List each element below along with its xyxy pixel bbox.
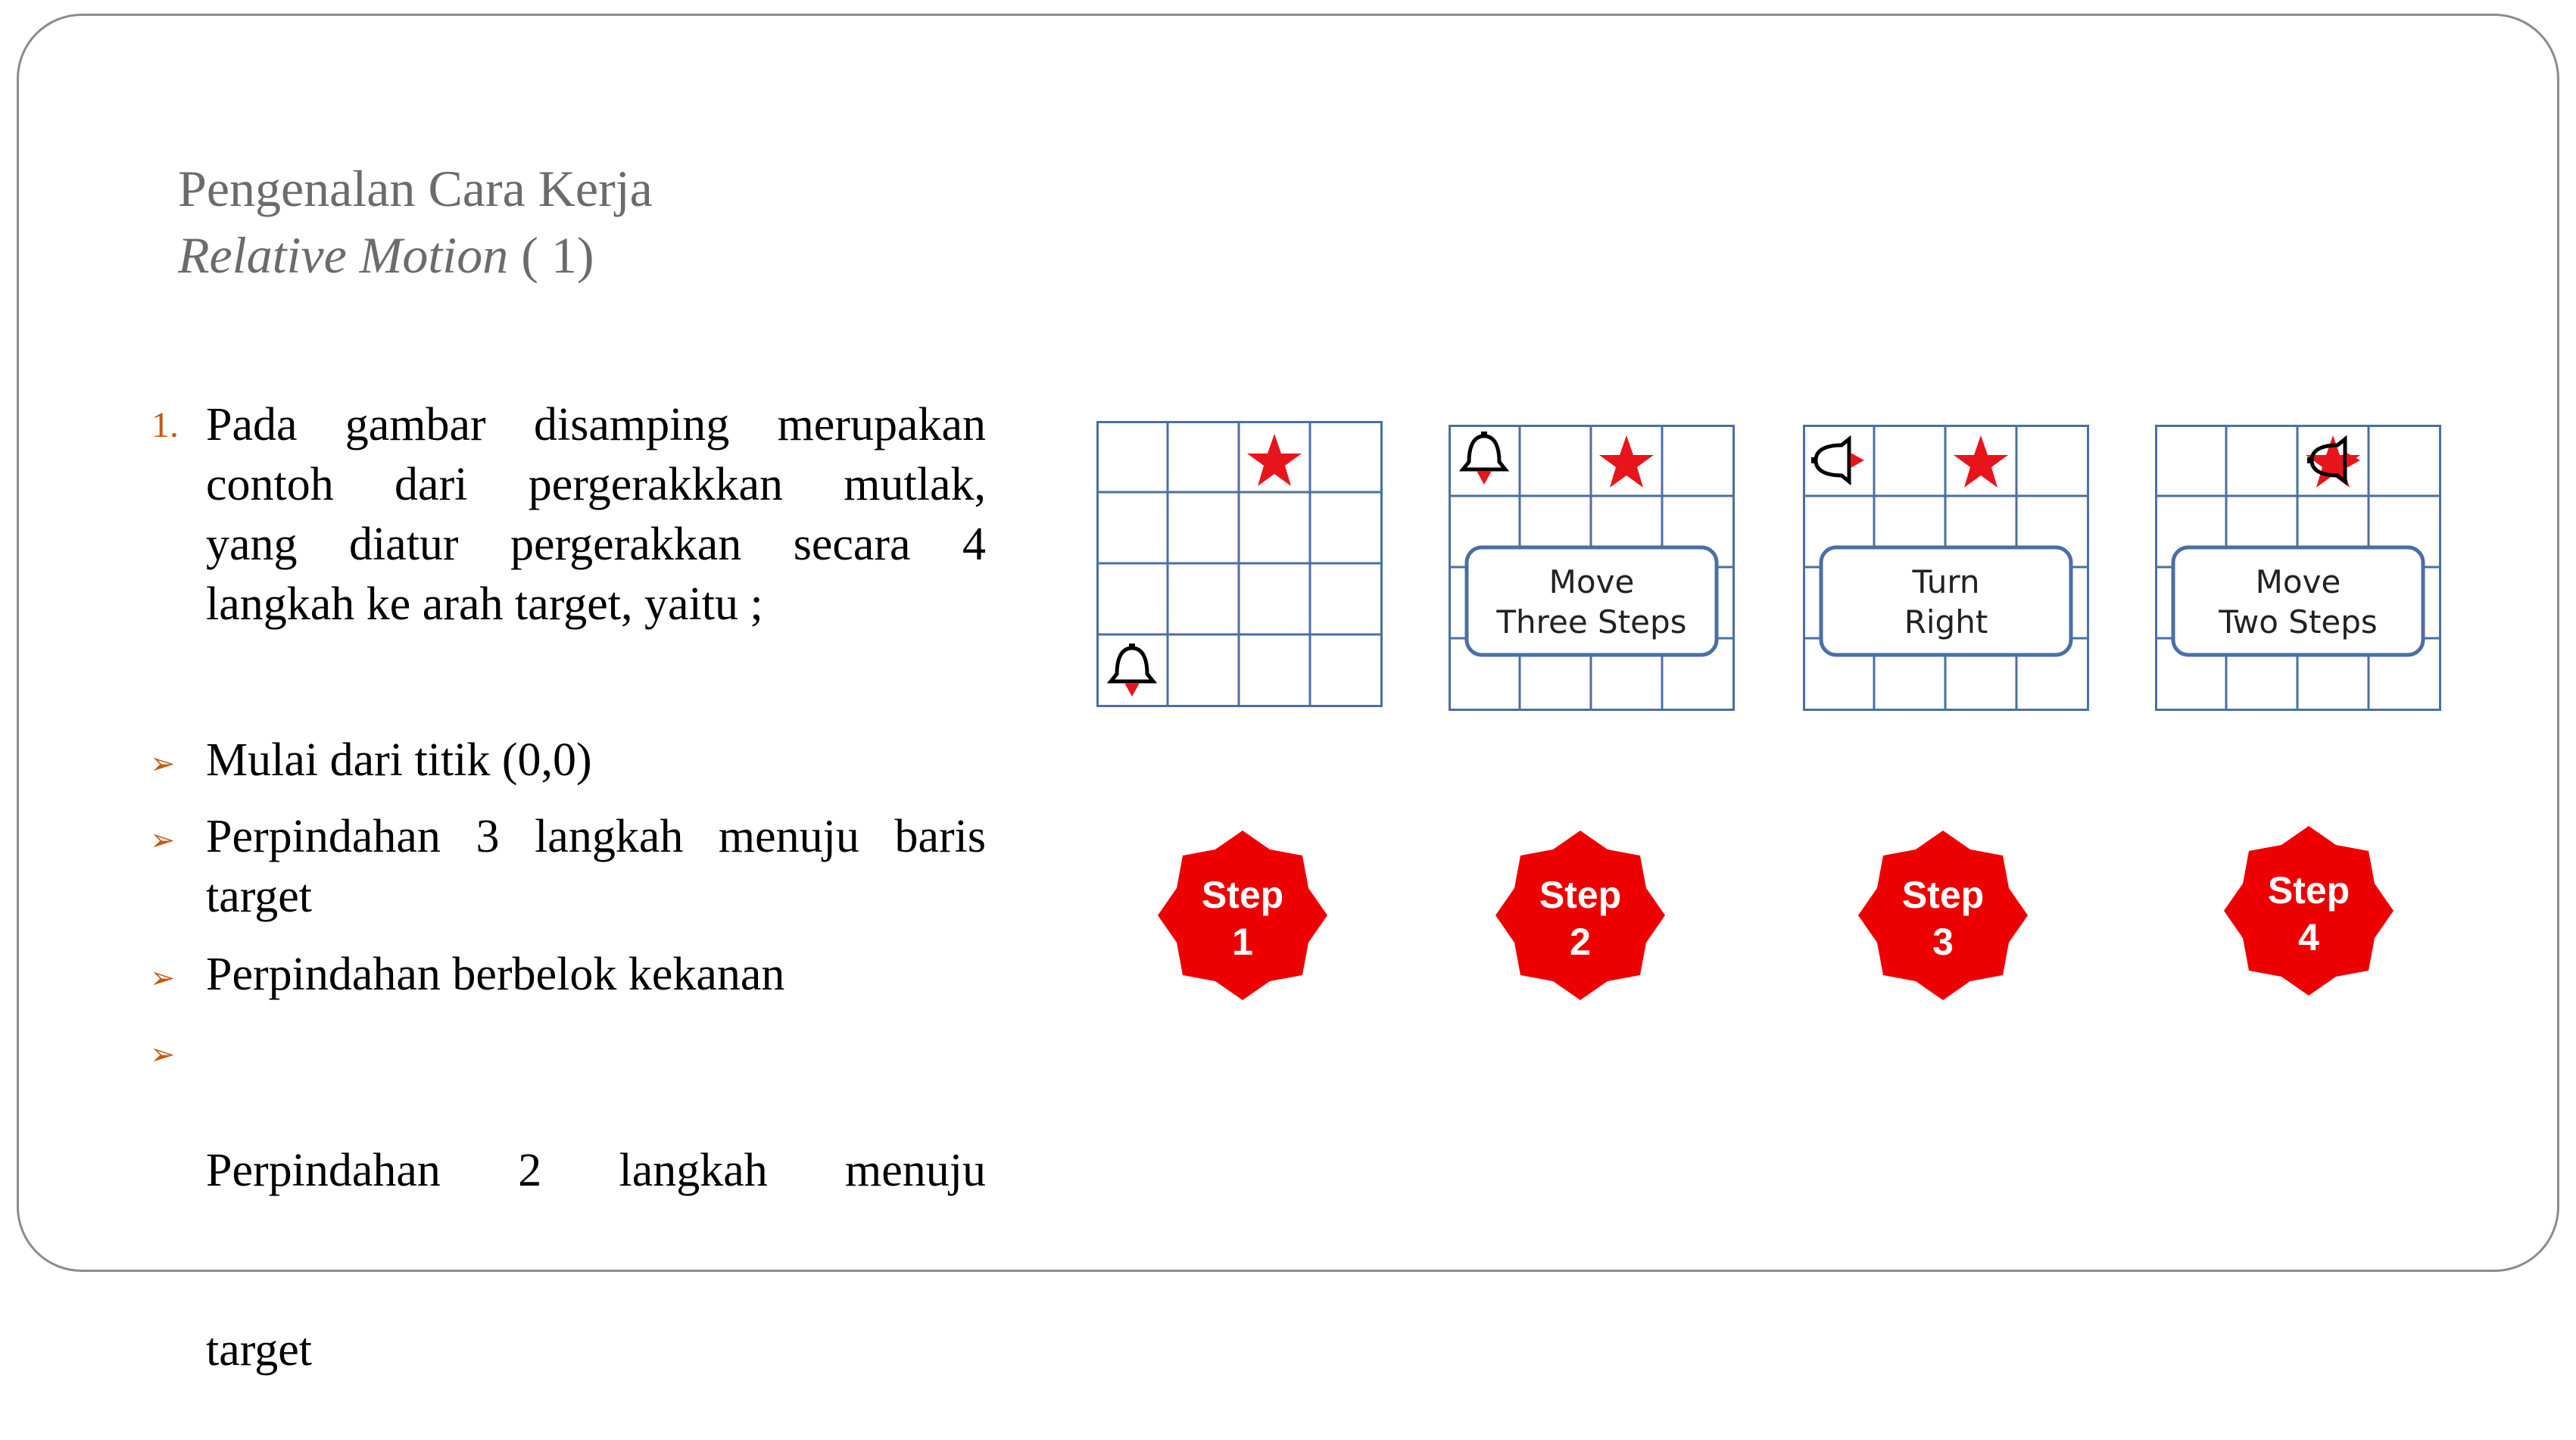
- bullet-arrow-icon: ➢: [150, 823, 176, 857]
- bullet-text: Perpindahan berbelok kekanan: [206, 949, 785, 1000]
- command-card: [1821, 547, 2071, 655]
- bullet-item: [206, 807, 986, 927]
- robot-icon: [1811, 439, 1864, 482]
- command-card: [1467, 547, 1717, 655]
- grid-panel-step-1: [1096, 421, 1383, 707]
- bullet-text: Perpindahan 2 langkah menuju: [206, 1145, 986, 1196]
- bullet-text: Mulai dari titik (0,0): [206, 734, 592, 786]
- paragraph-line: yang diatur pergerakkan secara 4: [206, 519, 986, 570]
- command-text-line-2: Two Steps: [2219, 603, 2378, 641]
- title-line-2: [178, 222, 653, 288]
- step-number: 1: [1232, 921, 1253, 963]
- title-italic: Relative Motion: [178, 226, 509, 284]
- list-number: 1.: [151, 405, 179, 445]
- paragraph-line: contoh dari pergerakkkan mutlak,: [206, 459, 986, 510]
- step-badge-4: [2222, 824, 2396, 1002]
- bullet-arrow-icon: ➢: [150, 1037, 176, 1071]
- star-icon: [1599, 435, 1654, 488]
- bullet-text: target: [206, 871, 313, 922]
- paragraph-line: Pada gambar disamping merupakan: [206, 399, 986, 450]
- step-badge-3: [1856, 828, 2030, 1006]
- numbered-paragraph: [206, 395, 986, 634]
- bullet-arrow-icon: ➢: [150, 746, 176, 781]
- star-icon: [1954, 435, 2008, 488]
- step-label: Step: [1901, 874, 1985, 916]
- title-line-1: Pengenalan Cara Kerja: [178, 160, 653, 217]
- command-card: [2173, 547, 2423, 655]
- grid-panel-step-2: [1449, 425, 1735, 711]
- step-number: 2: [1570, 921, 1591, 963]
- step-label: Step: [2267, 869, 2350, 912]
- slide-title: [178, 155, 653, 288]
- command-text-line-1: Turn: [1912, 563, 1980, 600]
- title-suffix: ( 1): [508, 226, 594, 284]
- grid-panel-step-4: [2155, 425, 2441, 711]
- step-number: 3: [1932, 921, 1954, 963]
- command-text-line-2: Right: [1904, 603, 1988, 641]
- bullet-text: target: [206, 1324, 313, 1376]
- paragraph-line: langkah ke arah target, yaitu ;: [206, 578, 763, 630]
- bullet-item: [206, 945, 986, 1005]
- step-badge-2: [1493, 828, 1667, 1006]
- bullet-item: [206, 1021, 986, 1440]
- command-text-line-1: Move: [1548, 563, 1635, 600]
- step-label: Step: [1539, 874, 1622, 916]
- bullet-text: Perpindahan 3 langkah menuju baris: [206, 811, 986, 862]
- command-text-line-2: Three Steps: [1496, 603, 1687, 641]
- robot-icon: [1111, 644, 1153, 697]
- robot-icon: [1463, 432, 1505, 485]
- step-number: 4: [2298, 916, 2319, 958]
- bullet-item: [206, 731, 986, 790]
- step-label: Step: [1201, 874, 1284, 916]
- bullet-arrow-icon: ➢: [150, 961, 176, 995]
- step-badge-1: [1155, 828, 1330, 1006]
- star-icon: [1247, 434, 1302, 486]
- command-text-line-1: Move: [2255, 563, 2341, 600]
- grid-panel-step-3: [1803, 425, 2089, 711]
